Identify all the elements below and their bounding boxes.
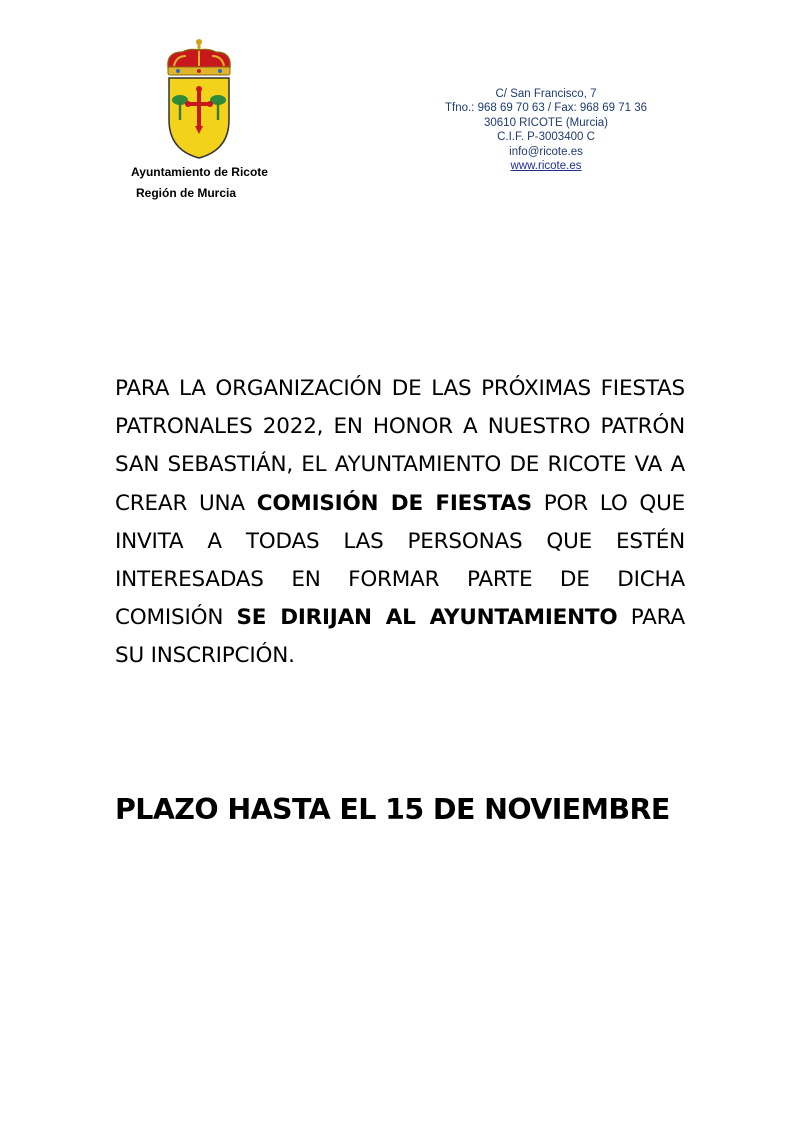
contact-block: [430, 87, 662, 173]
organization-region: Región de Murcia: [135, 186, 236, 200]
notice-text-2: POR LO QUE INVITA A TODAS LAS PERSONAS QUE ESTÉN INTERESADAS EN FORMAR PARTE DE DICHA COMISIÓN: [115, 490, 685, 631]
coat-of-arms-icon: [160, 38, 238, 160]
deadline-heading: PLAZO HASTA EL 15 DE NOVIEMBRE: [115, 793, 670, 826]
organization-name: Ayuntamiento de Ricote: [131, 165, 268, 179]
address-line: C/ San Francisco, 7: [495, 88, 597, 100]
notice-text-1: PARA LA ORGANIZACIÓN DE LAS PRÓXIMAS FIESTAS PATRONALES 2022, EN HONOR A NUESTRO PATRÓN SAN SEBASTIÁN, EL AYUNTAMIENTO DE RICOTE VA A CREAR UNA: [115, 376, 685, 516]
notice-bold-2: SE DIRIJAN AL AYUNTAMIENTO: [236, 605, 618, 631]
notice-text-3: PARA SU INSCRIPCIÓN.: [115, 605, 685, 669]
website-link[interactable]: www.ricote.es: [510, 160, 582, 173]
email-line: info@ricote.es: [509, 145, 583, 158]
notice-bold-1: COMISIÓN DE FIESTAS: [256, 490, 532, 516]
postal-line: 30610 RICOTE (Murcia): [484, 116, 608, 129]
notice-paragraph: [115, 370, 685, 676]
phone-fax-line: Tfno.: 968 69 70 63 / Fax: 968 69 71 36: [444, 102, 648, 115]
cif-line: C.I.F. P-3003400 C: [497, 131, 595, 144]
crown-icon: [168, 39, 230, 75]
